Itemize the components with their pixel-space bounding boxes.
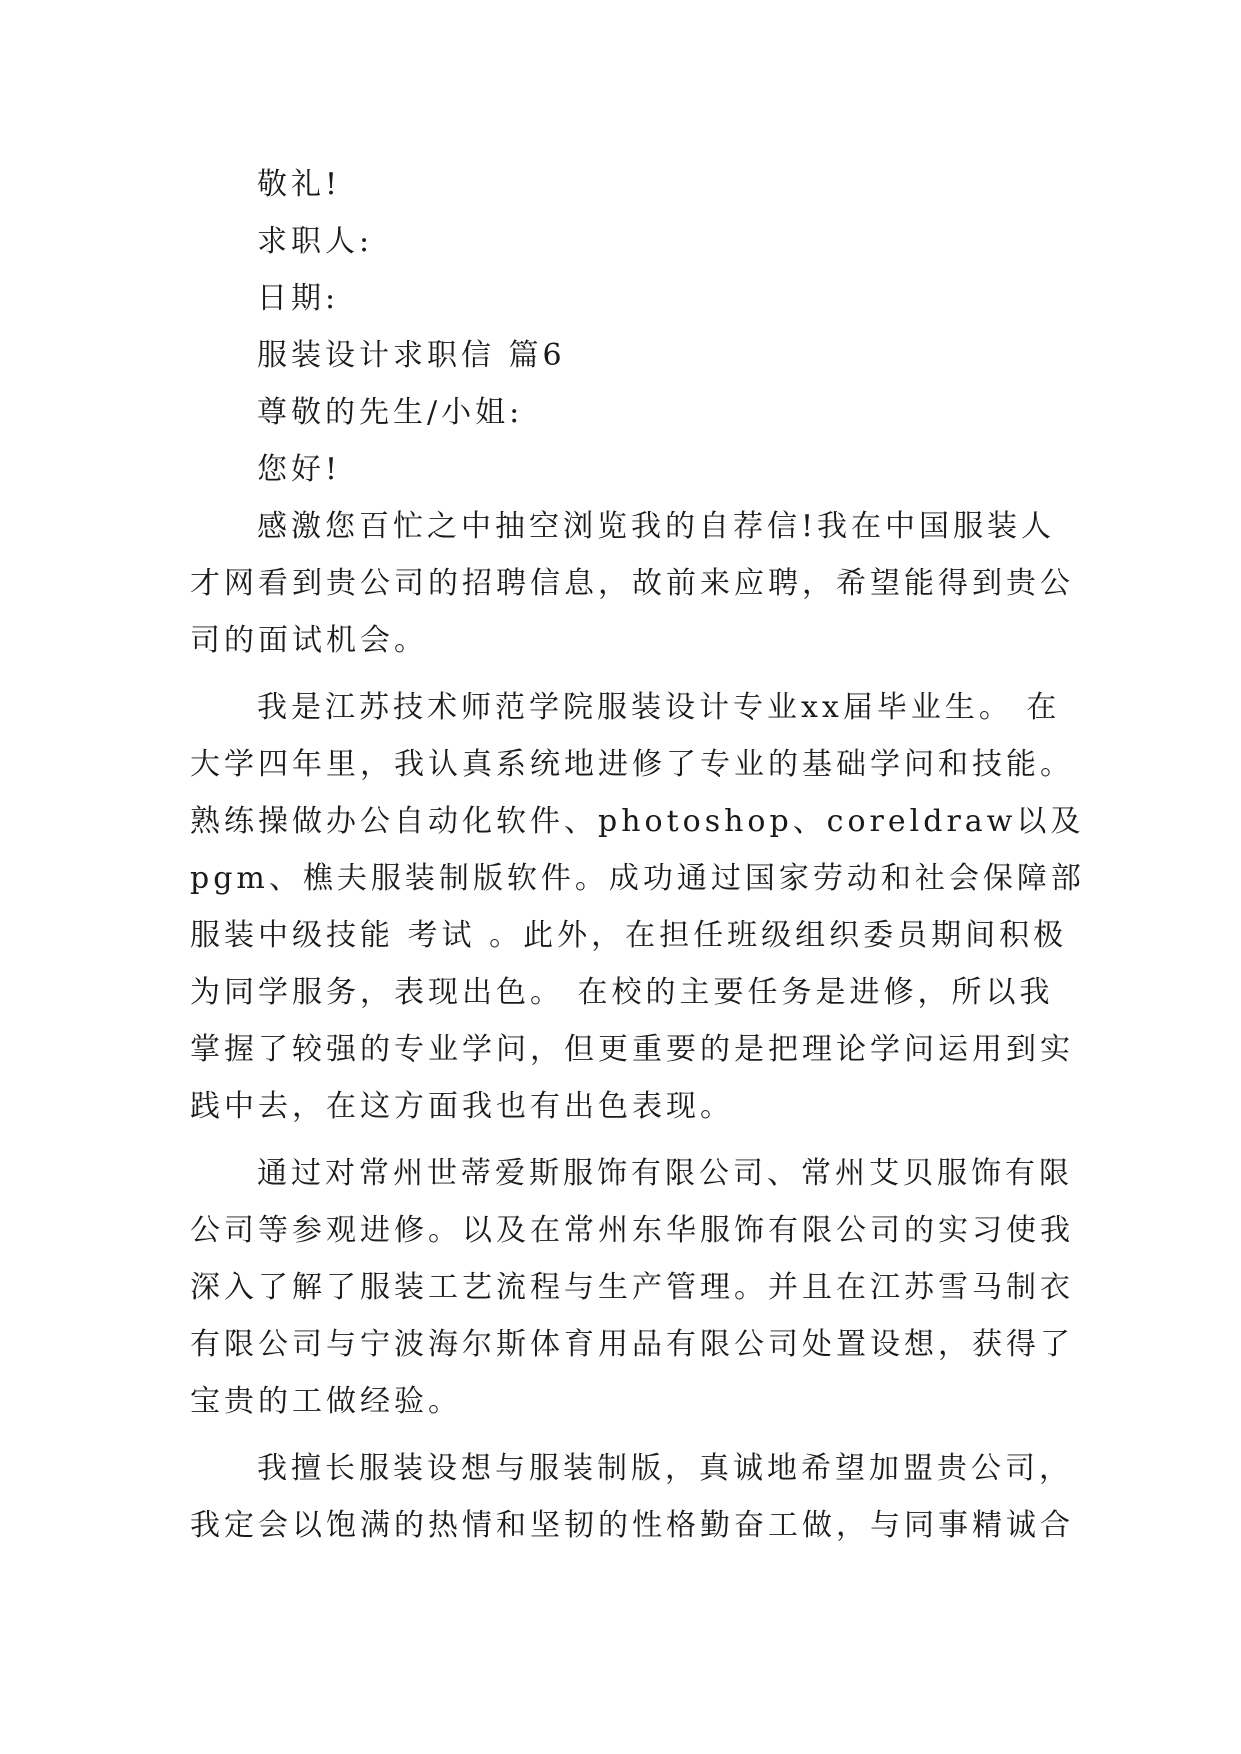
paragraph-3-line-1: 通过对常州世蒂爱斯服饰有限公司、常州艾贝服饰有限 (257, 1156, 1073, 1191)
paragraph-2-line-4: pgm、樵夫服装制版软件。成功通过国家劳动和社会保障部 (190, 861, 1085, 896)
paragraph-1-line-1: 感激您百忙之中抽空浏览我的自荐信!我在中国服装人 (257, 509, 1056, 544)
paragraph-2-line-3: 熟练操做办公自动化软件、photoshop、coreldraw以及 (190, 804, 1085, 839)
paragraph-4-line-1: 我擅长服装设想与服装制版，真诚地希望加盟贵公司， (257, 1451, 1073, 1486)
letter-greeting: 尊敬的先生/小姐: (257, 395, 524, 430)
paragraph-2-line-5: 服装中级技能 考试 。此外，在担任班级组织委员期间积极 (190, 918, 1068, 953)
closing-salute: 敬礼! (257, 167, 342, 202)
paragraph-3-line-5: 宝贵的工做经验。 (190, 1384, 462, 1419)
paragraph-3-line-2: 公司等参观进修。以及在常州东华服饰有限公司的实习使我 (190, 1213, 1074, 1248)
paragraph-4-line-2: 我定会以饱满的热情和坚韧的性格勤奋工做，与同事精诚合 (190, 1508, 1074, 1543)
letter-hello: 您好! (257, 452, 342, 487)
date-label: 日期: (257, 281, 340, 316)
paragraph-2-line-1: 我是江苏技术师范学院服装设计专业xx届毕业生。 在 (257, 690, 1061, 725)
paragraph-2-line-8: 践中去，在这方面我也有出色表现。 (190, 1089, 734, 1124)
paragraph-3-line-4: 有限公司与宁波海尔斯体育用品有限公司处置设想，获得了 (190, 1327, 1074, 1362)
letter-heading: 服装设计求职信 篇6 (257, 338, 566, 373)
paragraph-1-line-3: 司的面试机会。 (190, 623, 428, 658)
paragraph-1-line-2: 才网看到贵公司的招聘信息，故前来应聘，希望能得到贵公 (190, 566, 1074, 601)
paragraph-2-line-7: 掌握了较强的专业学问，但更重要的是把理论学问运用到实 (190, 1032, 1074, 1067)
paragraph-3-line-3: 深入了解了服装工艺流程与生产管理。并且在江苏雪马制衣 (190, 1270, 1074, 1305)
applicant-label: 求职人: (257, 224, 374, 259)
paragraph-2-line-6: 为同学服务，表现出色。 在校的主要任务是进修，所以我 (190, 975, 1054, 1010)
paragraph-2-line-2: 大学四年里，我认真系统地进修了专业的基础学问和技能。 (190, 747, 1074, 782)
